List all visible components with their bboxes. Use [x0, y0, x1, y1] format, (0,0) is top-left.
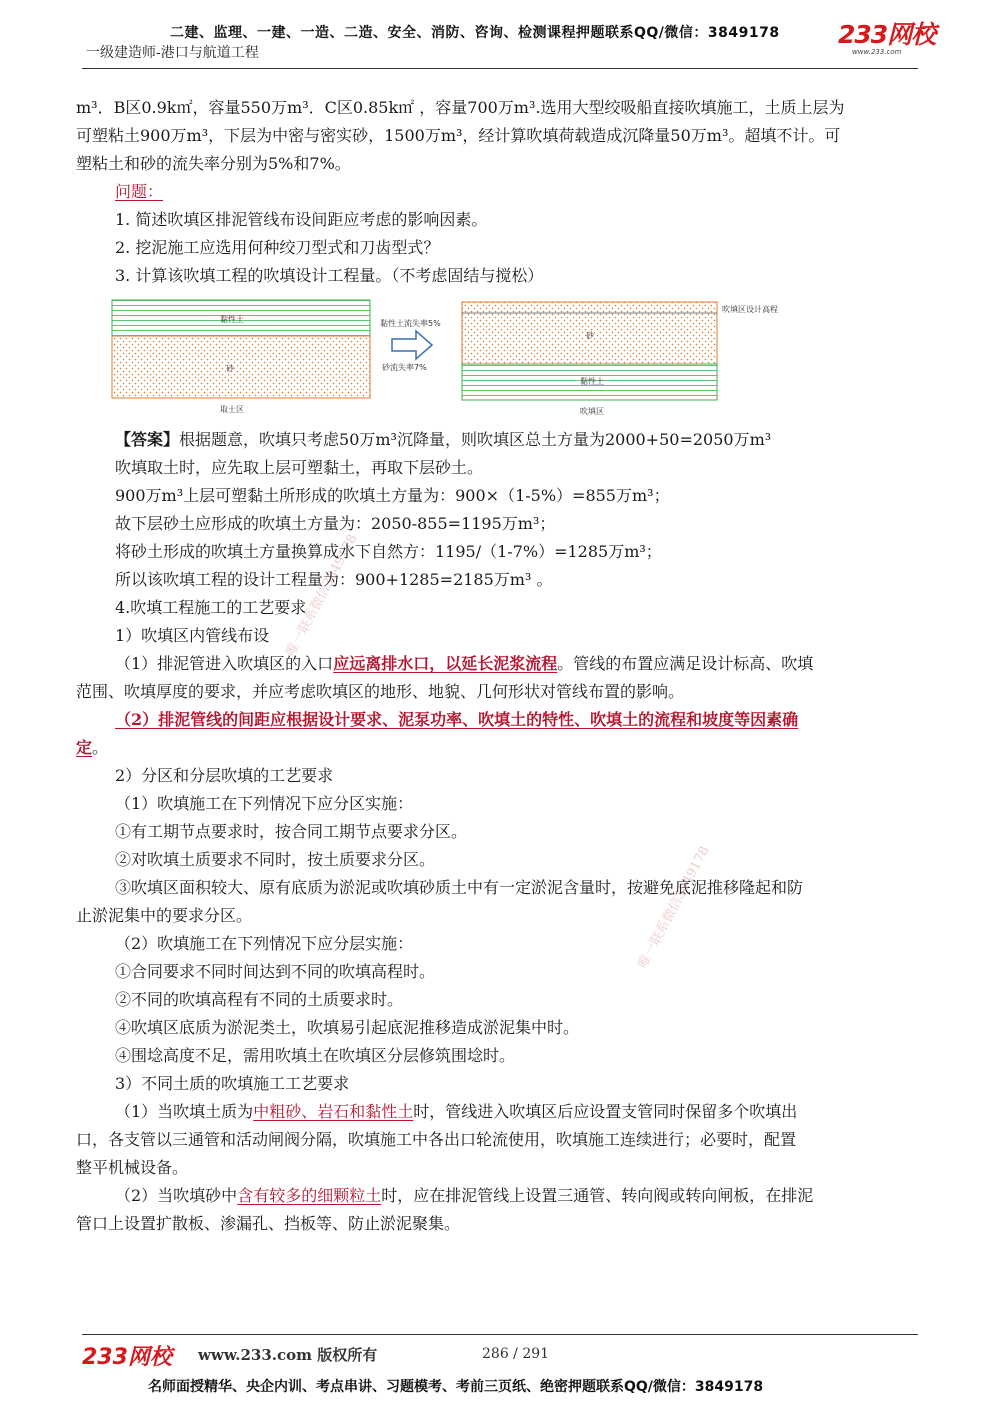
t1-pre: （1）当吹填土质为 [115, 1102, 254, 1121]
fig-left-caption: 取土区 [220, 405, 244, 414]
section4-sub-1: 1）吹填区内管线布设 [115, 626, 270, 645]
layer-heading: （2）吹填施工在下列情况下应分层实施： [115, 934, 414, 953]
section4-sub-2: 2）分区和分层吹填的工艺要求 [115, 766, 334, 785]
zone-item-3-line1: ③吹填区面积较大、原有底质为淤泥或吹填砂质土中有一定淤泥含量时，按避免底泥推移隆起和防 [115, 878, 804, 897]
questions-heading [115, 178, 975, 206]
footer-logo: 233网校 [82, 1345, 172, 1370]
footer-page-number: 286 / 291 [482, 1346, 550, 1362]
footer-copyright: www.233.com 版权所有 [198, 1346, 378, 1364]
t1-post: 时，管线进入吹填区后应设置支管同时保留多个吹填出 [413, 1102, 798, 1121]
t2-pre: （2）当吹填砂中 [115, 1186, 238, 1205]
header-logo-text: 233网校 [838, 20, 936, 49]
soil-item-2-line2: 管口上设置扩散板、渗漏孔、挡板等、防止淤泥聚集。 [76, 1214, 461, 1233]
soil-item-1-line3: 整平机械设备。 [76, 1158, 189, 1177]
p1-highlight: 应远离排水口，以延长泥浆流程 [333, 654, 558, 673]
section4-p2-line2 [76, 734, 936, 762]
answer-line-3: 900万m³上层可塑黏土所形成的吹填土方量为：900×（1-5%）=855万m³； [115, 486, 670, 505]
t1-highlight: 中粗砂、岩石和黏性土 [253, 1102, 414, 1121]
flow-arrow-icon [392, 331, 432, 359]
t2-post: 时，应在排泥管线上设置三通管、转向阀或转向闸板，在排泥 [381, 1186, 814, 1205]
header-logo [838, 22, 935, 56]
section4-title: 4.吹填工程施工的工艺要求 [115, 598, 307, 617]
zone-item-1: ①有工期节点要求时，按合同工期节点要求分区。 [115, 822, 468, 841]
footer-contact-line: 名师面授精华、央企内训、考点串讲、习题模考、考前三页纸、绝密押题联系QQ/微信：3849178 [148, 1379, 764, 1395]
answer-line-2: 吹填取土时，应先取上层可塑黏土，再取下层砂土。 [115, 458, 484, 477]
layer-item-2: ②不同的吹填高程有不同的土质要求时。 [115, 990, 404, 1009]
zone-item-3-line2: 止淤泥集中的要求分区。 [76, 906, 253, 925]
fig-clay-loss-label: 黏性土流失率5% [380, 319, 441, 328]
watermark-1: 唯一联系微信3849178 [283, 531, 361, 659]
zone-item-2: ②对吹填土质要求不同时，按土质要求分区。 [115, 850, 436, 869]
p2-highlight-2: 定 [76, 738, 93, 757]
fig-left-sand-label: 砂 [226, 364, 234, 373]
fig-left-clay-label: 黏性土 [220, 315, 244, 324]
fig-right-sand-label: 砂 [586, 331, 594, 340]
questions-heading-text: 问题： [115, 182, 164, 201]
soil-layer-diagram [110, 298, 770, 416]
header-divider [82, 68, 918, 69]
p2-post: 。 [92, 738, 109, 757]
answer-line-4: 故下层砂土应形成的吹填土方量为：2050-855=1195万m³； [115, 514, 556, 533]
soil-item-1-line2: 口，各支管以三通管和活动闸阀分隔，吹填施工中各出口轮流使用，吹填施工连续进行；必要时，配置 [76, 1130, 797, 1149]
soil-item-1-line1 [115, 1098, 975, 1126]
zone-heading: （1）吹填施工在下列情况下应分区实施： [115, 794, 414, 813]
soil-item-2-line1 [115, 1182, 975, 1210]
header-contact-line: 二建、监理、一建、一造、二造、安全、消防、咨询、检测课程押题联系QQ/微信：3849178 [170, 25, 780, 41]
section4-sub-3: 3）不同土质的吹填施工工艺要求 [115, 1074, 350, 1093]
layer-item-4: ④围埝高度不足，需用吹填土在吹填区分层修筑围埝时。 [115, 1046, 516, 1065]
t2-highlight: 含有较多的细颗粒土 [237, 1186, 382, 1205]
header-subtitle: 一级建造师-港口与航道工程 [86, 45, 259, 61]
question-3: 3. 计算该吹填工程的吹填设计工程量。（不考虑固结与搅松） [115, 266, 544, 285]
fig-design-elevation-label: 吹填区设计高程 [722, 305, 778, 314]
section4-p2-line1 [115, 706, 975, 734]
borrow-sand-layer [112, 336, 370, 398]
answer-label: 【答案】 [115, 430, 180, 449]
p2-highlight-1: （2）排泥管线的间距应根据设计要求、泥泵功率、吹填土的特性、吹填土的流程和坡度等因素确 [115, 710, 799, 729]
answer-line-6: 所以该吹填工程的设计工程量为：900+1285=2185万m³ 。 [115, 570, 553, 589]
p1-post: 。管线的布置应满足设计标高、吹填 [557, 654, 814, 673]
fig-right-clay-label: 黏性土 [580, 377, 604, 386]
answer-text-1: 根据题意，吹填只考虑50万m³沉降量，则吹填区总土方量为2000+50=2050万m³ [179, 430, 772, 449]
intro-line-1: m³．B区0.9k㎡，容量550万m³．C区0.85k㎡ ，容量700万m³.选用大型绞吸船直接吹填施工，土质上层为 [76, 98, 845, 117]
question-2: 2. 挖泥施工应选用何种绞刀型式和刀齿型式？ [115, 238, 440, 257]
intro-line-3: 塑粘土和砂的流失率分别为5%和7%。 [76, 154, 351, 173]
fig-sand-loss-label: 砂流失率7% [382, 363, 427, 372]
watermark-2: 唯一联系微信3849178 [635, 843, 713, 971]
intro-line-2: 可塑粘土900万m³，下层为中密与密实砂，1500万m³，经计算吹填荷载造成沉降量50万m³。超填不计。可 [76, 126, 841, 145]
header-logo-url: www.233.com [852, 48, 902, 56]
question-1: 1. 简述吹填区排泥管线布设间距应考虑的影响因素。 [115, 210, 488, 229]
fig-right-caption: 吹填区 [580, 407, 604, 416]
answer-line-5: 将砂土形成的吹填土方量换算成水下自然方：1195/（1-7%）=1285万m³； [115, 542, 662, 561]
p1-pre: （1）排泥管进入吹填区的入口 [115, 654, 334, 673]
answer-line-1 [115, 426, 975, 454]
section4-p1-line1 [115, 650, 975, 678]
layer-item-3: ④吹填区底质为淤泥类土，吹填易引起底泥推移造成淤泥集中时。 [115, 1018, 580, 1037]
footer-divider [82, 1334, 918, 1335]
layer-item-1: ①合同要求不同时间达到不同的吹填高程时。 [115, 962, 436, 981]
section4-p1-line2: 范围、吹填厚度的要求，并应考虑吹填区的地形、地貌、几何形状对管线布置的影响。 [76, 682, 685, 701]
